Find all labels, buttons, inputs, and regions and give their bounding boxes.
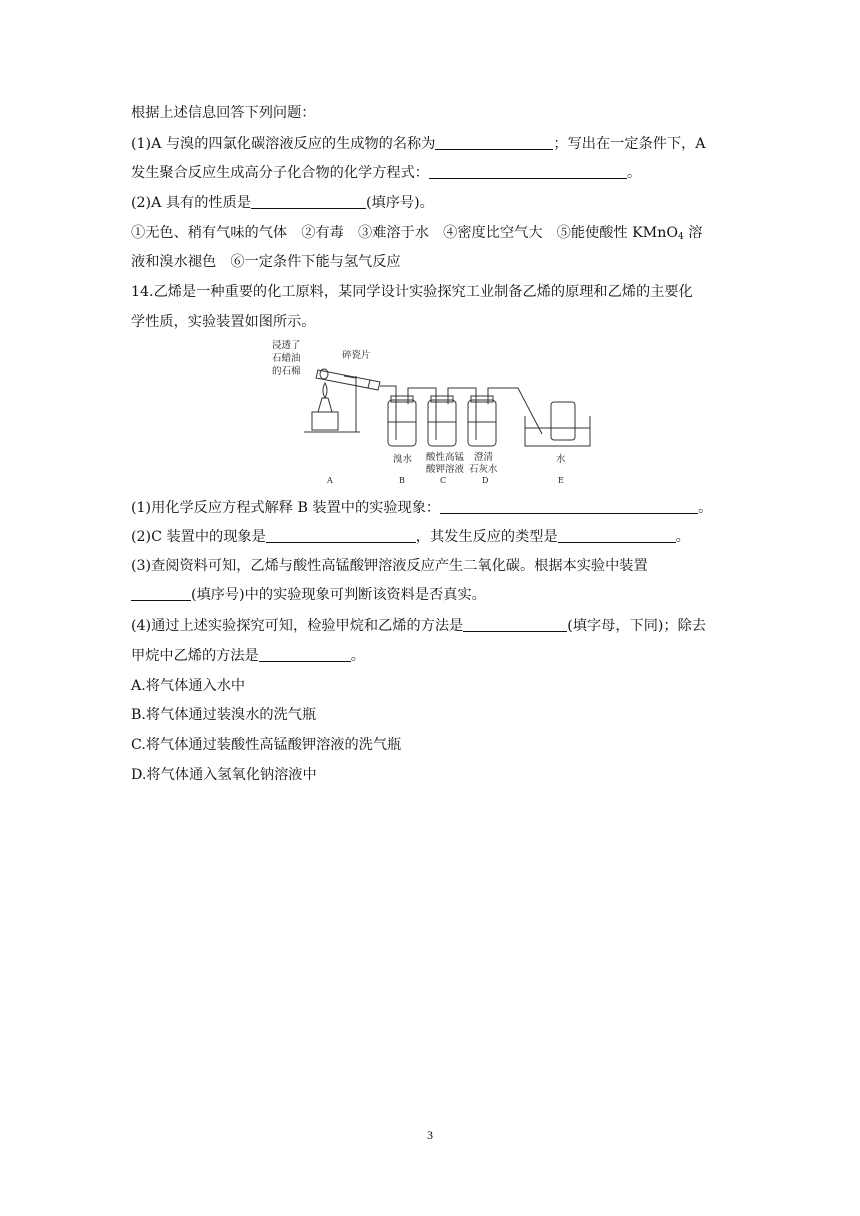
answer-blank[interactable] [266, 528, 416, 543]
intro-line: 根据上述信息回答下列问题： [131, 105, 316, 121]
q13-part1-line1: (1)A 与溴的四氯化碳溶液反应的生成物的名称为 ；写出在一定条件下，A [131, 136, 706, 152]
apparatus-figure [270, 336, 600, 488]
bottle-c [428, 400, 456, 446]
letter-d: D [482, 476, 489, 485]
label-e: 水 [556, 454, 566, 465]
bottle-b [388, 400, 416, 446]
label-d-2: 石灰水 [469, 464, 498, 475]
answer-blank[interactable] [463, 617, 567, 632]
q13-options-line1: ①无色、稍有气味的气体 ②有毒 ③难溶于水 ④密度比空气大 ⑤能使酸性 KMnO$_4$ 溶 [131, 225, 703, 242]
letter-b: B [399, 476, 405, 485]
option-b: B.将气体通过装溴水的洗气瓶 [131, 707, 317, 723]
answer-blank[interactable] [131, 586, 191, 601]
q14-part4-line1: (4)通过上述实验探究可知，检验甲烷和乙烯的方法是 (填字母，下同)；除去 [131, 618, 706, 634]
label-soaked-1: 浸透了 [272, 340, 301, 351]
q14-stem-line2: 学性质，实验装置如图所示。 [131, 314, 316, 330]
label-c-2: 酸钾溶液 [426, 464, 465, 475]
answer-blank[interactable] [251, 194, 366, 209]
q14-part3-line2: (填序号)中的实验现象可判断该资料是否真实。 [131, 585, 486, 605]
page-number: 3 [427, 1128, 433, 1142]
option-d: D.将气体通入氢氧化钠溶液中 [131, 767, 317, 783]
label-soaked-3: 的石棉 [272, 366, 301, 377]
letter-e: E [558, 476, 564, 485]
label-c-1: 酸性高锰 [426, 452, 465, 463]
option-a: A.将气体通入水中 [131, 678, 246, 694]
q14-part3-line1: (3)查阅资料可知，乙烯与酸性高锰酸钾溶液反应产生二氧化碳。根据本实验中装置 [131, 558, 648, 574]
bottle-d [468, 400, 496, 446]
answer-blank[interactable] [259, 647, 351, 662]
letter-c: C [440, 476, 447, 485]
flame [323, 383, 327, 398]
alcohol-lamp [318, 398, 332, 412]
letter-a: A [327, 476, 333, 485]
label-chips: 碎瓷片 [342, 350, 371, 361]
delivery-tube-ab [380, 386, 396, 400]
option-c: C.将气体通过装酸性高锰酸钾溶液的洗气瓶 [131, 737, 402, 753]
q13-part2-line: (2)A 具有的性质是 (填序号)。 [131, 195, 434, 211]
answer-blank[interactable] [440, 499, 698, 514]
answer-blank[interactable] [558, 528, 676, 543]
q14-part2-line: (2)C 装置中的现象是 ，其发生反应的类型是 。 [131, 529, 690, 545]
collecting-bottle [551, 402, 575, 440]
bottle-c-stopper [431, 396, 453, 402]
q13-options-line2: 液和溴水褪色 ⑥一定条件下能与氢气反应 [131, 254, 401, 270]
q14-stem-line1: 14.乙烯是一种重要的化工原料，某同学设计实验探究工业制备乙烯的原理和乙烯的主要化 [131, 284, 693, 300]
asbestos-ball [320, 369, 328, 379]
q13-part1-line2: 发生聚合反应生成高分子化合物的化学方程式： 。 [131, 165, 642, 181]
bottle-b-stopper [391, 396, 413, 402]
stand-base-block [312, 412, 338, 430]
label-soaked-2: 石蜡油 [272, 353, 301, 364]
q14-part1-line: (1)用化学反应方程式解释 B 装置中的实验现象： 。 [131, 500, 713, 516]
answer-blank[interactable] [435, 135, 553, 150]
label-b: 溴水 [393, 454, 413, 465]
bottle-d-stopper [471, 396, 493, 402]
q14-part4-line2: 甲烷中乙烯的方法是 。 [131, 648, 365, 664]
tube-cd [448, 388, 476, 396]
label-d-1: 澄清 [474, 452, 494, 463]
tube-bc [408, 388, 436, 396]
answer-blank[interactable] [429, 164, 627, 179]
